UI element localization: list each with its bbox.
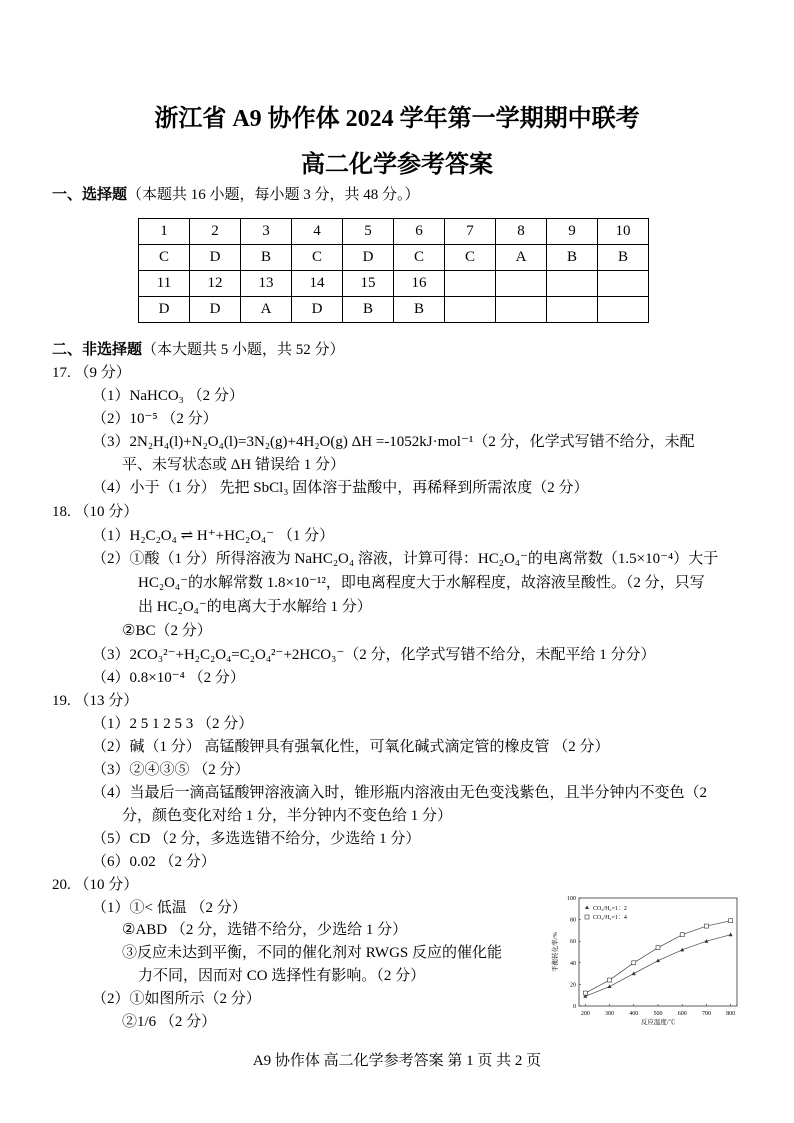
x-tick-label: 200	[580, 1011, 590, 1017]
table-cell	[445, 297, 496, 323]
x-tick-label: 700	[701, 1011, 711, 1017]
table-cell	[598, 271, 649, 297]
x-tick-label: 600	[677, 1011, 687, 1017]
y-tick-label: 60	[570, 939, 576, 946]
answer-line: （1）NaHCO₃ （2 分）	[92, 388, 244, 404]
answer-line: 力不同，因而对 CO 选择性有影响。（2 分）	[138, 968, 426, 984]
table-cell: 10	[598, 219, 649, 245]
x-axis-label: 反应温度/℃	[640, 1019, 676, 1026]
answer-line: （1）H₂C₂O₄ ⇌ H⁺+HC₂O₄⁻ （1 分）	[92, 528, 335, 544]
section-1-heading	[52, 185, 420, 205]
data-point	[583, 991, 587, 995]
data-point	[704, 924, 708, 928]
answer-line: （4）0.8×10⁻⁴ （2 分）	[92, 670, 245, 686]
answer-line: HC₂O₄⁻的水解常数 1.8×10⁻¹²，即电离程度大于水解程度，故溶液呈酸性。（2 分，只写	[138, 575, 705, 591]
answer-line: （3）2CO₃²⁻+H₂C₂O₄=C₂O₄²⁻+2HCO₃⁻（2 分，化学式写错不给分，未配平给 1 分分）	[92, 647, 656, 663]
table-cell	[445, 271, 496, 297]
table-row	[139, 297, 649, 323]
table-cell: A	[241, 297, 292, 323]
table-row	[139, 245, 649, 271]
y-axis-label: 平衡转化率/%	[552, 932, 559, 972]
table-cell: A	[496, 245, 547, 271]
table-cell: D	[139, 297, 190, 323]
answer-line: 平、未写状态或 ΔH 错误给 1 分）	[122, 457, 345, 473]
table-cell: 13	[241, 271, 292, 297]
document-subtitle: 高二化学参考答案	[301, 152, 493, 178]
table-cell: D	[292, 297, 343, 323]
data-point	[632, 961, 636, 965]
section-1-note: （本题共 16 小题，每小题 3 分，共 48 分。）	[127, 187, 420, 203]
y-tick-label: 0	[573, 1004, 576, 1010]
y-tick-label: 40	[570, 960, 576, 967]
data-point	[608, 984, 612, 988]
table-cell: 16	[394, 271, 445, 297]
data-point	[656, 946, 660, 950]
table-cell: 6	[394, 219, 445, 245]
x-tick-label: 800	[726, 1011, 736, 1017]
answer-line: （3）2N₂H₄(l)+N₂O₄(l)=3N₂(g)+4H₂O(g) ΔH =-1052kJ·mol⁻¹（2 分，化学式写错不给分，未配	[92, 434, 695, 450]
table-cell: D	[190, 245, 241, 271]
table-row	[139, 219, 649, 245]
answer-line: 分，颜色变化对给 1 分，半分钟内不变色给 1 分）	[122, 808, 453, 824]
table-cell: 12	[190, 271, 241, 297]
legend-marker	[585, 906, 589, 910]
table-cell: 15	[343, 271, 394, 297]
question-heading: 20. （10 分）	[52, 877, 139, 893]
answer-line: （4）当最后一滴高锰酸钾溶液滴入时，锥形瓶内溶液由无色变浅紫色，且半分钟内不变色（2	[92, 785, 708, 801]
question-heading: 17. （9 分）	[52, 365, 131, 381]
table-cell: B	[547, 245, 598, 271]
y-tick-label: 80	[570, 917, 576, 924]
answer-line: ②BC（2 分）	[122, 623, 212, 639]
table-cell: D	[190, 297, 241, 323]
table-cell: C	[139, 245, 190, 271]
legend-label: CO₂/H₂=1：4	[593, 915, 627, 921]
section-2-heading	[52, 340, 345, 360]
table-cell	[598, 297, 649, 323]
x-tick-label: 300	[605, 1011, 615, 1017]
data-point	[729, 919, 733, 923]
document-title: 浙江省 A9 协作体 2024 学年第一学期期中联考	[154, 106, 640, 132]
table-cell: 8	[496, 219, 547, 245]
table-cell: 1	[139, 219, 190, 245]
answer-table	[138, 218, 649, 323]
table-cell: 2	[190, 219, 241, 245]
table-row	[139, 271, 649, 297]
legend-label: CO₂/H₂=1：2	[593, 906, 627, 912]
table-cell: 9	[547, 219, 598, 245]
answer-line: （2）①酸（1 分）所得溶液为 NaHC₂O₄ 溶液，计算可得：HC₂O₄⁻的电离常数（1.5×10⁻⁴）大于	[92, 551, 719, 567]
section-2-title: 二、非选择题	[52, 342, 143, 358]
table-cell: B	[394, 297, 445, 323]
answer-line: （2）10⁻⁵ （2 分）	[92, 411, 218, 427]
section-2-note: （本大题共 5 小题，共 52 分）	[142, 342, 345, 358]
y-tick-label: 20	[570, 982, 576, 989]
answer-line: （2）碱（1 分） 高锰酸钾具有强氧化性，可氧化碱式滴定管的橡皮管 （2 分）	[92, 739, 610, 755]
table-cell: D	[343, 245, 394, 271]
x-tick-label: 400	[629, 1011, 639, 1017]
table-cell: 11	[139, 271, 190, 297]
question-heading: 18. （10 分）	[52, 504, 139, 520]
answer-line: 出 HC₂O₄⁻的电离大于水解给 1 分）	[138, 599, 372, 615]
table-cell	[496, 297, 547, 323]
series-line-2	[585, 921, 730, 993]
data-point	[729, 933, 733, 937]
conversion-chart	[545, 888, 745, 1028]
answer-line: ③反应未达到平衡，不同的催化剂对 RWGS 反应的催化能	[122, 945, 503, 961]
table-cell: C	[394, 245, 445, 271]
series-line-1	[585, 935, 730, 997]
answer-line: （6）0.02 （2 分）	[92, 854, 216, 870]
table-cell: 7	[445, 219, 496, 245]
table-cell: C	[445, 245, 496, 271]
legend-marker	[585, 915, 589, 919]
table-cell: B	[343, 297, 394, 323]
answer-line: ②ABD （2 分，选错不给分，少选给 1 分）	[122, 922, 408, 938]
data-point	[632, 971, 636, 975]
answer-line: ②1/6 （2 分）	[122, 1014, 217, 1030]
table-cell: 4	[292, 219, 343, 245]
table-cell	[496, 271, 547, 297]
table-cell: B	[598, 245, 649, 271]
table-cell: B	[241, 245, 292, 271]
table-cell: 14	[292, 271, 343, 297]
answer-line: （5）CD （2 分，多选选错不给分，少选给 1 分）	[92, 831, 421, 847]
page-footer: A9 协作体 高二化学参考答案 第 1 页 共 2 页	[252, 1053, 542, 1069]
answer-line: （3）②④③⑤ （2 分）	[92, 762, 250, 778]
answer-line: （4）小于（1 分） 先把 SbCl₃ 固体溶于盐酸中，再稀释到所需浓度（2 分）	[92, 480, 589, 496]
table-cell: 3	[241, 219, 292, 245]
y-tick-label: 100	[567, 896, 576, 902]
table-cell: 5	[343, 219, 394, 245]
section-1-title: 一、选择题	[52, 187, 128, 203]
x-tick-label: 500	[653, 1011, 663, 1017]
answer-line: （1）2 5 1 2 5 3 （2 分）	[92, 716, 254, 732]
table-cell	[547, 271, 598, 297]
table-cell	[547, 297, 598, 323]
answer-line: （2）①如图所示（2 分）	[92, 991, 261, 1007]
question-heading: 19. （13 分）	[52, 693, 139, 709]
data-point	[680, 933, 684, 937]
answer-line: （1）①< 低温 （2 分）	[92, 900, 247, 916]
data-point	[608, 978, 612, 982]
table-cell: C	[292, 245, 343, 271]
